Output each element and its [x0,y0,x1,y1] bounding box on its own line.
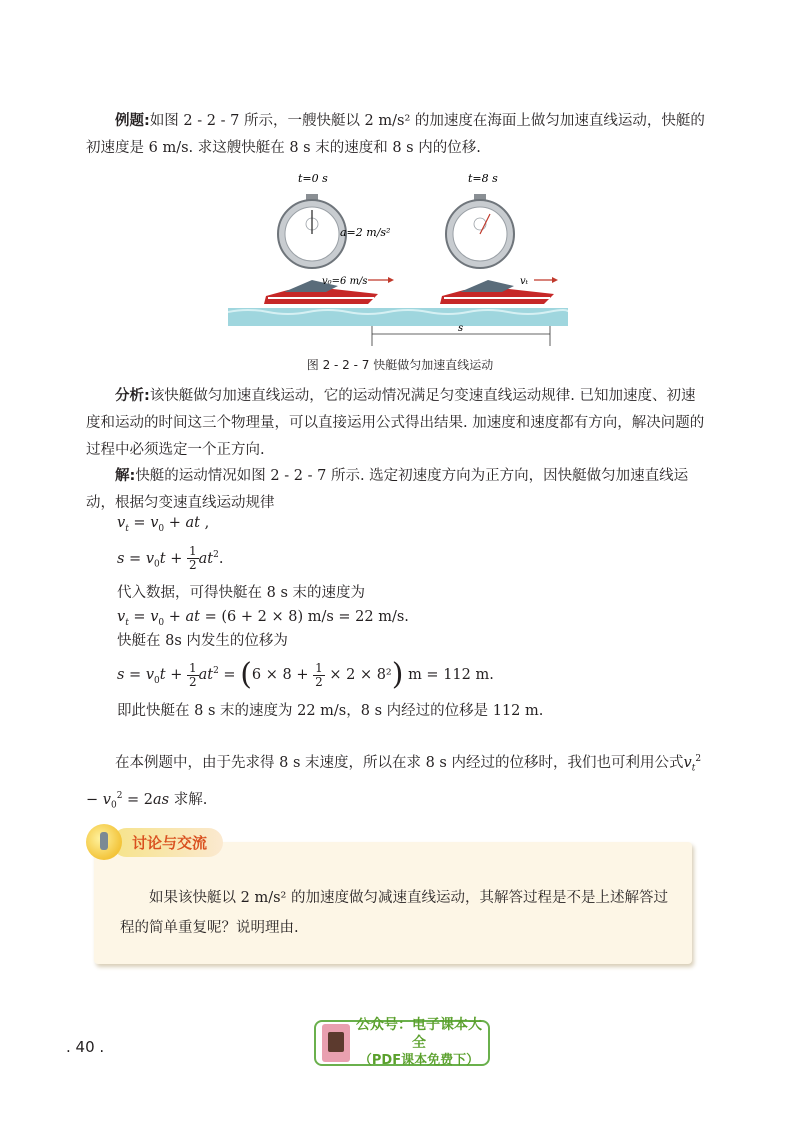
analysis-text: 该快艇做匀加速直线运动，它的运动情况满足匀变速直线运动规律. 已知加速度、初速度和运动的时间这三个物理量，可以直接运用公式得出结果. 加速度和速度都有方向，解决问题的过程中必须选定一个正方向. [86,388,705,458]
velocity-calculation: $v_t = v_0$ + at = (6 + 2 × 8) m/s = 22 m/s. [117,609,409,628]
formula-displacement: $s = v_0t$ + $\frac{1}{2}$ $at^2$. [117,544,224,573]
stopwatch-end [446,194,514,268]
lightbulb-icon [86,824,122,860]
note-paragraph: 在本例题中，由于先求得 8 s 末速度，所以在求 8 s 内经过的位移时，我们也可利用公式$v_t^2 - v_0^2 = 2as$ 求解. [86,754,702,811]
vt-label: vₜ [520,276,529,287]
page-number: . 40 . [66,1038,105,1056]
book-icon [322,1024,350,1062]
example-paragraph: 例题:如图 2 - 2 - 7 所示，一艘快艇以 2 m/s² 的加速度在海面上做匀加速直线运动，快艇的初速度是 6 m/s. 求这艘快艇在 8 s 末的速度和 8 s 内的位移. [86,113,705,156]
formula-velocity: $v_t = v_0$ + at , [117,515,210,534]
substitution-intro: 代入数据，可得快艇在 8 s 末的速度为 [117,585,365,601]
boat-end [440,280,554,304]
velocity-result: (6 + 2 × 8) m/s = 22 m/s. [221,609,409,625]
example-text: 如图 2 - 2 - 7 所示，一艘快艇以 2 m/s² 的加速度在海面上做匀加速直线运动，快艇的初速度是 6 m/s. 求这艘快艇在 8 s 末的速度和 8 s 内的位移. [86,113,705,156]
watermark-stamp [314,1017,490,1068]
t0-label: t=0 s [298,172,328,185]
s-label: s [458,323,464,334]
example-label: 例题 [115,113,144,129]
t8-label: t=8 s [468,172,498,185]
displacement-calculation: $s = v_0t$ + $\frac{1}{2}$ $at^2 = (6 \times 8$ + $\frac{1}{2}$ × 2 × 8²) m = 112 m. [117,657,494,692]
figure-caption: 图 2 - 2 - 7 快艇做匀加速直线运动 [306,358,494,372]
stamp-line2: （PDF课本免费下） [358,1053,480,1068]
solution-text: 快艇的运动情况如图 2 - 2 - 7 所示. 选定初速度方向为正方向，因快艇做匀加速直线运动，根据匀变速直线运动规律 [86,468,689,511]
displacement-intro: 快艇在 8s 内发生的位移为 [117,633,288,649]
solution-conclusion: 即此快艇在 8 s 末的速度为 22 m/s，8 s 内经过的位移是 112 m. [117,703,544,719]
speedboat-figure [228,168,568,348]
stopwatch-start [278,194,346,268]
discussion-header [86,826,223,858]
discussion-title: 讨论与交流 [112,828,223,857]
analysis-paragraph: 分析:该快艇做匀加速直线运动，它的运动情况满足匀变速直线运动规律. 已知加速度、初速度和运动的时间这三个物理量，可以直接运用公式得出结果. 加速度和速度都有方向，解决问题的过程中必须选定一个正方向. [86,388,705,458]
analysis-label: 分析 [115,388,144,404]
v0-label: v₀=6 m/s [322,276,368,287]
accel-label: a=2 m/s² [340,226,391,239]
discussion-text: 如果该快艇以 2 m/s² 的加速度做匀减速直线运动，其解答过程是不是上述解答过程的简单重复呢？说明理由. [120,890,668,936]
stamp-line1: 公众号：电子课本大全 [356,1017,482,1051]
solution-label: 解 [115,468,130,484]
solution-paragraph: 解:快艇的运动情况如图 2 - 2 - 7 所示. 选定初速度方向为正方向，因快艇做匀加速直线运动，根据匀变速直线运动规律 [86,468,689,511]
